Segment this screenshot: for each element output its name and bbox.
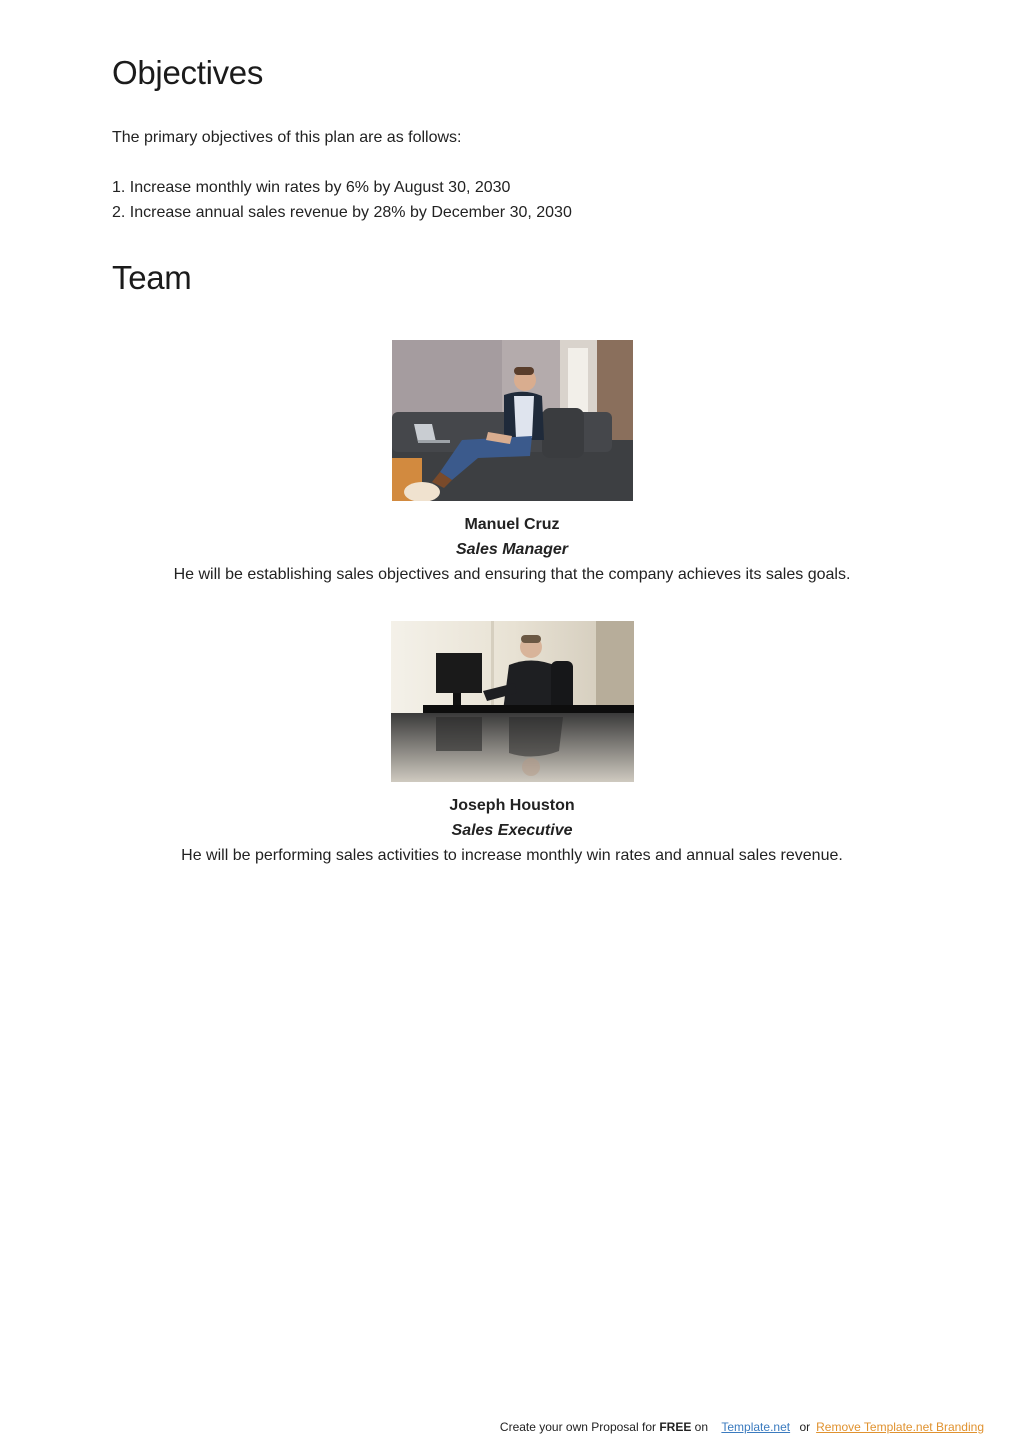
team-member-description: He will be performing sales activities to increase monthly win rates and annual sales revenue. [181,847,843,864]
footer-prefix: Create your own Proposal for [499,1420,660,1434]
objectives-list [112,175,572,225]
objectives-heading: Objectives [112,54,264,91]
team-member-photo [392,340,633,501]
objective-item: 2. Increase annual sales revenue by 28% by December 30, 2030 [112,204,572,221]
objective-item: 1. Increase monthly win rates by 6% by August 30, 2030 [112,179,511,196]
objectives-intro: The primary objectives of this plan are as follows: [112,129,462,146]
template-net-link[interactable]: Template.net [721,1420,791,1434]
team-member-card [0,621,1024,868]
team-member-description: He will be establishing sales objectives and ensuring that the company achieves its sales goals. [173,566,851,583]
team-heading: Team [112,259,192,296]
footer-or: or [799,1420,811,1434]
remove-branding-link[interactable]: Remove Template.net Branding [816,1420,984,1434]
team-member-role: Sales Manager [455,541,569,558]
team-member-photo [391,621,634,782]
team-member-name: Manuel Cruz [464,516,560,533]
branding-footer [500,1418,984,1436]
footer-on: on [691,1420,709,1434]
footer-free: FREE [659,1420,692,1434]
team-member-name: Joseph Houston [449,797,575,814]
team-member-role: Sales Executive [451,822,573,839]
team-member-card [0,340,1024,587]
